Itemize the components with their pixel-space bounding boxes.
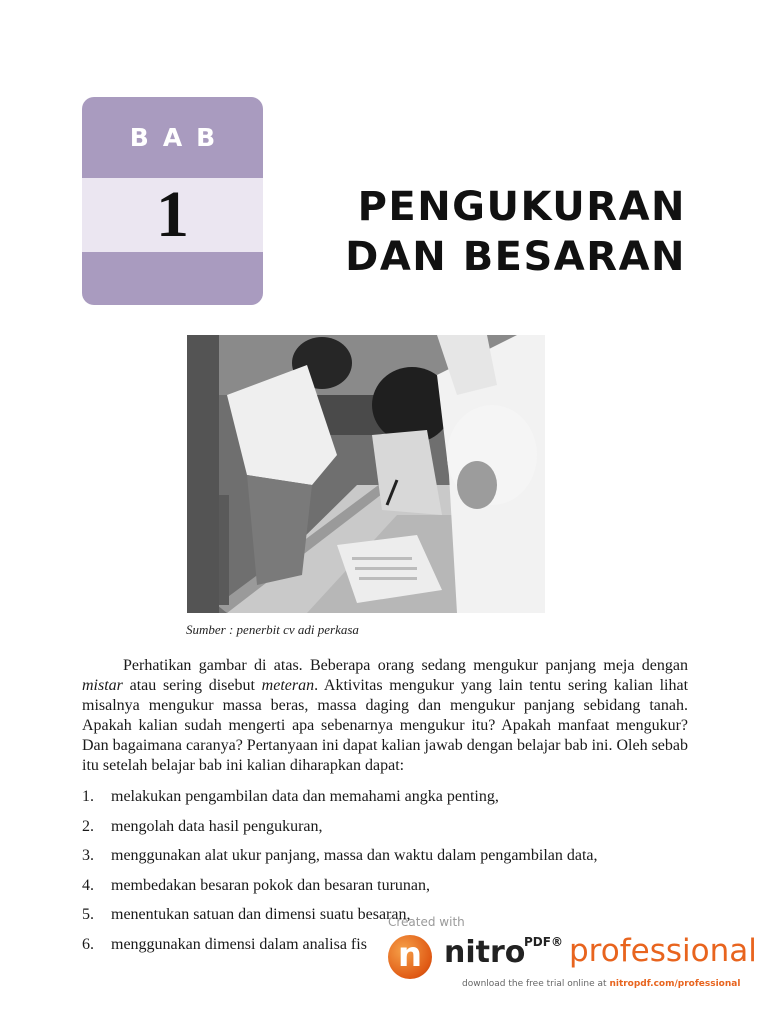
list-item xyxy=(82,787,688,817)
chapter-number: 1 xyxy=(82,178,263,252)
list-item-text: menggunakan alat ukur panjang, massa dan waktu dalam pengambilan data, xyxy=(111,847,598,864)
list-item-number: 2. xyxy=(82,817,94,835)
list-item-number: 4. xyxy=(82,876,94,894)
intro-text-2: atau sering disebut xyxy=(122,677,262,694)
list-item-number: 3. xyxy=(82,847,94,864)
list-item-text: menggunakan dimensi dalam analisa fis xyxy=(111,935,367,953)
chapter-title-line1: PENGUKURAN xyxy=(357,184,686,230)
list-item-text: membedakan besaran pokok dan besaran turunan, xyxy=(111,876,430,894)
list-item-text: mengolah data hasil pengukuran, xyxy=(111,817,323,835)
watermark-brand: nitro xyxy=(444,935,526,970)
watermark-pdf: PDF® xyxy=(524,935,563,949)
list-item xyxy=(82,846,688,876)
list-item-text: menentukan satuan dan dimensi suatu besaran, xyxy=(111,906,411,923)
photo-caption: Sumber : penerbit cv adi perkasa xyxy=(186,622,359,637)
watermark-product: professional xyxy=(569,933,757,969)
list-item-number: 1. xyxy=(82,788,94,805)
nitro-watermark xyxy=(388,915,768,1000)
watermark-download-link[interactable]: nitropdf.com/professional xyxy=(609,979,741,989)
list-item-number: 6. xyxy=(82,935,94,953)
chapter-label: BAB xyxy=(129,123,230,152)
intro-paragraph xyxy=(82,656,688,776)
intro-term-mistar: mistar xyxy=(82,677,123,694)
chapter-title xyxy=(345,182,686,282)
list-item-number: 5. xyxy=(82,906,94,923)
list-item xyxy=(82,876,688,906)
chapter-badge xyxy=(82,97,263,305)
chapter-title-line2: DAN BESARAN xyxy=(345,234,686,280)
watermark-created-with: Created with xyxy=(388,915,465,929)
intro-term-meteran: meteran xyxy=(261,677,315,694)
watermark-download-note xyxy=(462,979,740,989)
intro-text-1: Perhatikan gambar di atas. Beberapa orang sedang mengukur panjang meja dengan xyxy=(123,657,688,674)
intro-text-3: . Aktivitas mengukur yang lain tentu sering kalian lihat misalnya mengukur massa beras, massa daging dan mengukur panjang sebidang tanah. Apakah kalian sudah mengerti apa sebenarnya mengukur itu? Apakah manfaat mengukur? Dan bagaimana caranya? Pertanyaan ini dapat kalian jawab dengan belajar bab ini. Oleh sebab itu setelah belajar bab ini kalian diharapkan dapat: xyxy=(82,677,689,774)
watermark-download-prefix: download the free trial online at xyxy=(462,979,610,989)
list-item xyxy=(82,817,688,847)
measuring-photo xyxy=(187,335,545,613)
list-item-text: melakukan pengambilan data dan memahami angka penting, xyxy=(111,788,499,805)
nitro-logo-letter: n xyxy=(397,935,423,975)
